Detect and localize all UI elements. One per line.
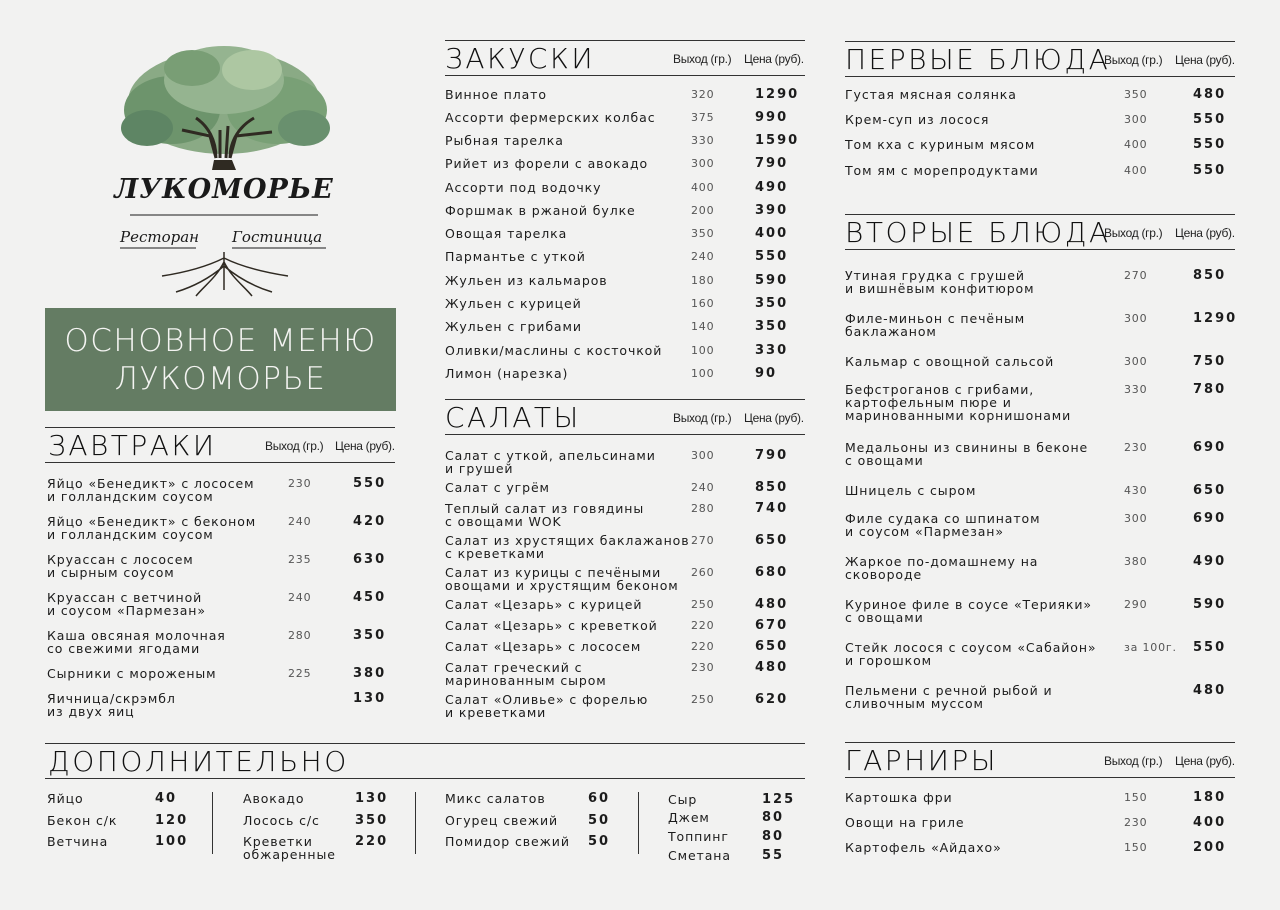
item-name: Каша овсяная молочная со свежими ягодами xyxy=(47,628,226,656)
item-weight: 290 xyxy=(1124,598,1148,611)
item-weight: 200 xyxy=(691,204,715,217)
section-header-dop xyxy=(45,743,805,779)
col-price-header: Цена (руб). xyxy=(744,411,804,425)
item-name: Круассан с лососем и сырным соусом xyxy=(47,552,194,580)
item-weight: 160 xyxy=(691,297,715,310)
item-name: Жульен с курицей xyxy=(445,296,582,311)
item-price: 1290 xyxy=(755,87,800,102)
item-name: Сметана xyxy=(668,848,731,863)
item-weight: 300 xyxy=(1124,312,1148,325)
logo-left-word: Ресторан xyxy=(120,228,200,246)
item-name: Крем-суп из лосося xyxy=(845,112,990,127)
item-price: 590 xyxy=(1193,597,1227,612)
item-price: 780 xyxy=(1193,382,1227,397)
item-name: Том кха с куриным мясом xyxy=(845,137,1036,152)
item-price: 100 xyxy=(155,834,189,849)
col-price-header: Цена (руб). xyxy=(1175,53,1235,67)
extra-item xyxy=(243,814,393,827)
item-weight: 280 xyxy=(691,502,715,515)
item-weight: 220 xyxy=(691,619,715,632)
item-name: Креветки обжаренные xyxy=(243,834,336,862)
item-price: 130 xyxy=(355,791,389,806)
item-weight: 230 xyxy=(1124,441,1148,454)
section-title: ГАРНИРЫ xyxy=(845,744,998,777)
section-header-zavtraki xyxy=(45,427,395,463)
item-price: 120 xyxy=(155,813,189,828)
item-weight: 100 xyxy=(691,344,715,357)
section-title: ДОПОЛНИТЕЛЬНО xyxy=(48,745,349,778)
item-price: 450 xyxy=(353,590,387,605)
item-weight: 230 xyxy=(691,661,715,674)
item-price: 90 xyxy=(755,366,778,381)
extra-item xyxy=(243,792,393,805)
item-name: Сыр xyxy=(668,792,698,807)
item-price: 690 xyxy=(1193,440,1227,455)
item-weight: 280 xyxy=(288,629,312,642)
item-weight: 225 xyxy=(288,667,312,680)
item-name: Том ям с морепродуктами xyxy=(845,163,1039,178)
item-name: Джем xyxy=(668,810,710,825)
item-name: Микс салатов xyxy=(445,791,546,806)
logo xyxy=(112,40,336,298)
banner-line-2: ЛУКОМОРЬЕ xyxy=(114,360,327,397)
item-price: 990 xyxy=(755,110,789,125)
item-weight: 375 xyxy=(691,111,715,124)
item-price: 400 xyxy=(755,226,789,241)
item-price: 480 xyxy=(1193,87,1227,102)
col-weight-header: Выход (гр.) xyxy=(673,411,732,425)
item-name: Ассорти фермерских колбас xyxy=(445,110,656,125)
item-name: Пармантье с уткой xyxy=(445,249,586,264)
section-title: ЗАКУСКИ xyxy=(445,42,595,75)
item-name: Топпинг xyxy=(668,829,729,844)
item-weight: 300 xyxy=(1124,512,1148,525)
item-name: Салат «Цезарь» с креветкой xyxy=(445,618,658,633)
item-price: 680 xyxy=(755,565,789,580)
item-name: Яйцо «Бенедикт» с беконом и голландским соусом xyxy=(47,514,257,542)
item-price: 690 xyxy=(1193,511,1227,526)
extra-item xyxy=(668,811,798,824)
item-price: 740 xyxy=(755,501,789,516)
item-price: 550 xyxy=(755,249,789,264)
item-weight: 180 xyxy=(691,274,715,287)
item-price: 620 xyxy=(755,692,789,707)
item-weight: 240 xyxy=(691,481,715,494)
logo-name: ЛУКОМОРЬЕ xyxy=(114,174,334,205)
item-name: Куриное филе в соусе «Терияки» с овощами xyxy=(845,597,1092,625)
extra-item xyxy=(668,793,798,806)
section-title: ВТОРЫЕ БЛЮДА xyxy=(845,216,1111,249)
column-divider xyxy=(212,792,213,854)
column-divider xyxy=(638,792,639,854)
item-name: Стейк лосося с соусом «Сабайон» и горошком xyxy=(845,640,1097,668)
extra-item xyxy=(47,814,187,827)
item-name: Винное плато xyxy=(445,87,547,102)
item-price: 790 xyxy=(755,448,789,463)
item-weight: 150 xyxy=(1124,841,1148,854)
item-price: 1590 xyxy=(755,133,800,148)
item-name: Огурец свежий xyxy=(445,813,559,828)
item-weight: 300 xyxy=(1124,113,1148,126)
item-weight: 240 xyxy=(288,515,312,528)
item-price: 850 xyxy=(755,480,789,495)
item-price: 350 xyxy=(353,628,387,643)
item-price: 1290 xyxy=(1193,311,1238,326)
col-weight-header: Выход (гр.) xyxy=(673,52,732,66)
item-name: Ветчина xyxy=(47,834,109,849)
item-weight: 330 xyxy=(1124,383,1148,396)
item-price: 790 xyxy=(755,156,789,171)
col-weight-header: Выход (гр.) xyxy=(1104,53,1163,67)
item-price: 480 xyxy=(755,597,789,612)
item-name: Филе судака со шпинатом и соусом «Пармезан» xyxy=(845,511,1041,539)
item-price: 55 xyxy=(762,848,785,863)
item-price: 130 xyxy=(353,691,387,706)
item-weight: 300 xyxy=(691,449,715,462)
item-price: 550 xyxy=(1193,163,1227,178)
item-name: Салат «Оливье» с форелью и креветками xyxy=(445,692,649,720)
item-name: Утиная грудка с грушей и вишнёвым конфитюром xyxy=(845,268,1035,296)
item-name: Салат из курицы с печёными овощами и хрустящим беконом xyxy=(445,565,679,593)
item-weight: за 100г. xyxy=(1124,641,1177,654)
item-price: 80 xyxy=(762,810,785,825)
item-name: Кальмар с овощной сальсой xyxy=(845,354,1055,369)
item-name: Овощая тарелка xyxy=(445,226,568,241)
item-price: 650 xyxy=(1193,483,1227,498)
item-name: Яйцо «Бенедикт» с лососем и голландским соусом xyxy=(47,476,255,504)
item-price: 480 xyxy=(755,660,789,675)
item-price: 220 xyxy=(355,834,389,849)
tree-logo-icon xyxy=(112,40,336,298)
item-weight: 400 xyxy=(691,181,715,194)
col-weight-header: Выход (гр.) xyxy=(265,439,324,453)
item-name: Салат с угрём xyxy=(445,480,550,495)
menu-banner xyxy=(45,308,396,411)
item-price: 650 xyxy=(755,533,789,548)
item-weight: 150 xyxy=(1124,791,1148,804)
item-weight: 240 xyxy=(288,591,312,604)
item-price: 80 xyxy=(762,829,785,844)
extra-item xyxy=(668,849,798,862)
item-name: Шницель с сыром xyxy=(845,483,977,498)
extra-item xyxy=(47,792,187,805)
item-name: Оливки/маслины с косточкой xyxy=(445,343,663,358)
item-name: Жульен из кальмаров xyxy=(445,273,608,288)
item-price: 200 xyxy=(1193,840,1227,855)
section-title: ЗАВТРАКИ xyxy=(48,429,217,462)
col-weight-header: Выход (гр.) xyxy=(1104,226,1163,240)
item-name: Форшмак в ржаной булке xyxy=(445,203,636,218)
item-price: 850 xyxy=(1193,268,1227,283)
item-price: 550 xyxy=(353,476,387,491)
item-price: 40 xyxy=(155,791,178,806)
item-price: 550 xyxy=(1193,640,1227,655)
item-weight: 235 xyxy=(288,553,312,566)
col-price-header: Цена (руб). xyxy=(335,439,395,453)
item-name: Картошка фри xyxy=(845,790,953,805)
section-header-vtorye xyxy=(845,214,1235,250)
item-price: 180 xyxy=(1193,790,1227,805)
item-name: Лимон (нарезка) xyxy=(445,366,569,381)
item-name: Медальоны из свинины в беконе с овощами xyxy=(845,440,1089,468)
item-name: Авокадо xyxy=(243,791,305,806)
item-price: 60 xyxy=(588,791,611,806)
item-price: 550 xyxy=(1193,137,1227,152)
item-name: Теплый салат из говядины с овощами WOK xyxy=(445,501,645,529)
item-weight: 430 xyxy=(1124,484,1148,497)
item-name: Овощи на гриле xyxy=(845,815,965,830)
item-price: 550 xyxy=(1193,112,1227,127)
col-weight-header: Выход (гр.) xyxy=(1104,754,1163,768)
item-name: Сырники с мороженым xyxy=(47,666,217,681)
item-name: Филе-миньон с печёным баклажаном xyxy=(845,311,1026,339)
section-header-zakuski xyxy=(445,40,805,76)
item-weight: 400 xyxy=(1124,164,1148,177)
item-weight: 400 xyxy=(1124,138,1148,151)
item-price: 400 xyxy=(1193,815,1227,830)
item-price: 125 xyxy=(762,792,796,807)
item-price: 420 xyxy=(353,514,387,529)
item-price: 380 xyxy=(353,666,387,681)
item-weight: 100 xyxy=(691,367,715,380)
item-name: Салат «Цезарь» с лососем xyxy=(445,639,642,654)
item-weight: 380 xyxy=(1124,555,1148,568)
logo-right-word: Гостиница xyxy=(232,228,323,246)
item-name: Густая мясная солянка xyxy=(845,87,1017,102)
item-name: Бефстроганов с грибами, картофельным пюре и маринованными корнишонами xyxy=(845,382,1072,423)
section-title: САЛАТЫ xyxy=(445,401,581,434)
col-price-header: Цена (руб). xyxy=(1175,754,1235,768)
banner-line-1: ОСНОВНОЕ МЕНЮ xyxy=(64,322,377,359)
item-name: Рыбная тарелка xyxy=(445,133,564,148)
item-price: 670 xyxy=(755,618,789,633)
item-price: 350 xyxy=(755,319,789,334)
section-header-pervye xyxy=(845,41,1235,77)
item-name: Рийет из форели с авокадо xyxy=(445,156,649,171)
item-price: 350 xyxy=(755,296,789,311)
item-name: Помидор свежий xyxy=(445,834,570,849)
item-name: Ассорти под водочку xyxy=(445,180,602,195)
item-weight: 320 xyxy=(691,88,715,101)
item-weight: 250 xyxy=(691,693,715,706)
item-weight: 300 xyxy=(1124,355,1148,368)
item-name: Салат греческий с маринованным сыром xyxy=(445,660,607,688)
item-price: 490 xyxy=(755,180,789,195)
section-title: ПЕРВЫЕ БЛЮДА xyxy=(845,43,1111,76)
item-price: 350 xyxy=(355,813,389,828)
item-weight: 300 xyxy=(691,157,715,170)
extra-item xyxy=(445,792,615,805)
extra-item xyxy=(47,835,187,848)
section-header-salaty xyxy=(445,399,805,435)
item-weight: 230 xyxy=(288,477,312,490)
item-price: 490 xyxy=(1193,554,1227,569)
item-weight: 270 xyxy=(1124,269,1148,282)
item-name: Круассан с ветчиной и соусом «Пармезан» xyxy=(47,590,206,618)
extra-item xyxy=(445,814,615,827)
section-header-garniry xyxy=(845,742,1235,778)
item-price: 50 xyxy=(588,834,611,849)
column-divider xyxy=(415,792,416,854)
item-price: 650 xyxy=(755,639,789,654)
item-name: Яичница/скрэмбл из двух яиц xyxy=(47,691,176,719)
item-price: 480 xyxy=(1193,683,1227,698)
item-weight: 270 xyxy=(691,534,715,547)
item-weight: 350 xyxy=(691,227,715,240)
item-weight: 240 xyxy=(691,250,715,263)
item-name: Пельмени с речной рыбой и сливочным муссом xyxy=(845,683,1053,711)
item-price: 750 xyxy=(1193,354,1227,369)
extra-item xyxy=(243,835,393,861)
extra-item xyxy=(668,830,798,843)
item-weight: 260 xyxy=(691,566,715,579)
item-name: Салат «Цезарь» с курицей xyxy=(445,597,643,612)
extra-item xyxy=(445,835,615,848)
item-price: 630 xyxy=(353,552,387,567)
item-weight: 220 xyxy=(691,640,715,653)
item-weight: 250 xyxy=(691,598,715,611)
item-weight: 230 xyxy=(1124,816,1148,829)
item-price: 390 xyxy=(755,203,789,218)
item-price: 590 xyxy=(755,273,789,288)
item-price: 50 xyxy=(588,813,611,828)
item-name: Картофель «Айдахо» xyxy=(845,840,1002,855)
item-name: Бекон с/к xyxy=(47,813,118,828)
item-weight: 140 xyxy=(691,320,715,333)
item-name: Салат из хрустящих баклажанов с креветками xyxy=(445,533,690,561)
item-weight: 330 xyxy=(691,134,715,147)
item-name: Салат с уткой, апельсинами и грушей xyxy=(445,448,656,476)
col-price-header: Цена (руб). xyxy=(1175,226,1235,240)
item-name: Жульен с грибами xyxy=(445,319,582,334)
item-weight: 350 xyxy=(1124,88,1148,101)
item-name: Жаркое по-домашнему на сковороде xyxy=(845,554,1039,582)
col-price-header: Цена (руб). xyxy=(744,52,804,66)
item-name: Яйцо xyxy=(47,791,84,806)
item-price: 330 xyxy=(755,343,789,358)
item-name: Лосось с/с xyxy=(243,813,320,828)
